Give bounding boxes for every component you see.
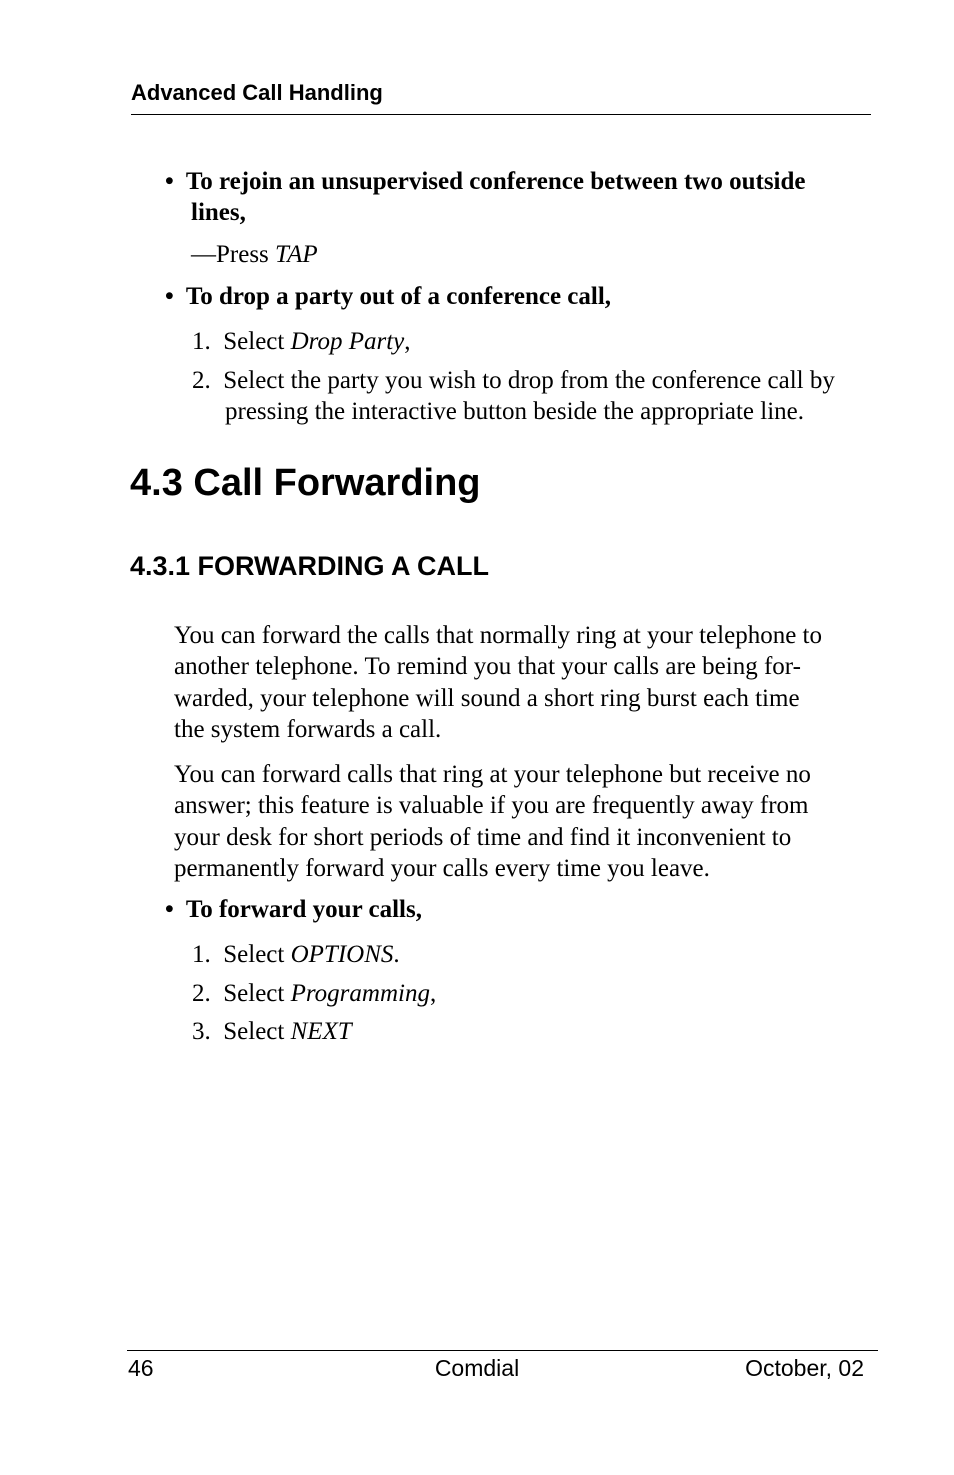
forward-step-1: [192, 941, 400, 969]
step-emph: NEXT: [290, 1018, 352, 1045]
footer-rule: [127, 1350, 878, 1351]
page-number: 46: [128, 1355, 154, 1381]
bullet-rejoin-title-line1: To rejoin an unsupervised conference between two outside: [185, 168, 806, 195]
step-number: 1.: [192, 941, 211, 968]
paragraph-line: You can forward calls that ring at your telephone but receive no: [174, 761, 811, 788]
paragraph-2: [174, 759, 874, 884]
drop-step-2: [192, 367, 835, 395]
running-header: Advanced Call Handling: [131, 80, 383, 105]
bullet-forward-title: To forward your calls,: [185, 896, 422, 923]
step-emph: Drop Party: [290, 328, 405, 355]
paragraph-line: the system forwards a call.: [174, 715, 442, 743]
step-number: 1.: [192, 328, 211, 355]
step-text: Select: [223, 328, 291, 355]
step-suffix: ,: [404, 328, 411, 355]
bullet-drop: [165, 283, 611, 311]
bullet-marker: •: [165, 896, 174, 923]
paragraph-line: your desk for short periods of time and find it inconvenient to: [174, 823, 792, 851]
paragraph-1: [174, 620, 874, 745]
step-number: 2.: [192, 980, 211, 1007]
forward-step-3: [192, 1018, 352, 1046]
header-rule: [131, 114, 871, 115]
paragraph-line: permanently forward your calls every time you leave.: [174, 854, 710, 882]
paragraph-line: You can forward the calls that normally ring at your telephone to: [174, 622, 822, 649]
step-suffix: ,: [429, 980, 437, 1007]
rejoin-action: [191, 241, 318, 269]
step-number: 2.: [192, 367, 211, 394]
subsection-heading: 4.3.1 FORWARDING A CALL: [130, 551, 490, 581]
section-heading: 4.3 Call Forwarding: [130, 462, 481, 504]
paragraph-line: another telephone. To remind you that your calls are being for-: [174, 653, 801, 681]
rejoin-action-prefix: —Press: [191, 241, 276, 268]
step-text: Select: [223, 1018, 291, 1045]
drop-step-2-line2: pressing the interactive button beside the appropriate line.: [225, 398, 804, 425]
bullet-rejoin-title-line2: lines,: [191, 199, 246, 226]
bullet-marker: •: [165, 283, 174, 310]
drop-step-1: [192, 328, 411, 356]
bullet-marker: •: [165, 168, 174, 195]
bullet-rejoin: [165, 168, 806, 196]
step-text-line1: Select the party you wish to drop from the conference call by: [223, 367, 835, 394]
footer-date: October, 02: [745, 1355, 864, 1381]
forward-step-2: [192, 980, 436, 1008]
bullet-drop-title: To drop a party out of a conference call,: [185, 283, 612, 310]
step-emph: Programming: [290, 980, 430, 1007]
footer-publisher: Comdial: [434, 1355, 520, 1381]
paragraph-line: warded, your telephone will sound a short ring burst each time: [174, 684, 800, 712]
step-number: 3.: [192, 1018, 211, 1045]
bullet-forward: [165, 896, 422, 924]
step-text: Select: [223, 980, 291, 1007]
rejoin-action-key: TAP: [275, 241, 318, 268]
step-suffix: .: [393, 941, 400, 968]
paragraph-line: answer; this feature is valuable if you are frequently away from: [174, 792, 809, 820]
step-text: Select: [223, 941, 291, 968]
step-emph: OPTIONS: [290, 941, 394, 968]
